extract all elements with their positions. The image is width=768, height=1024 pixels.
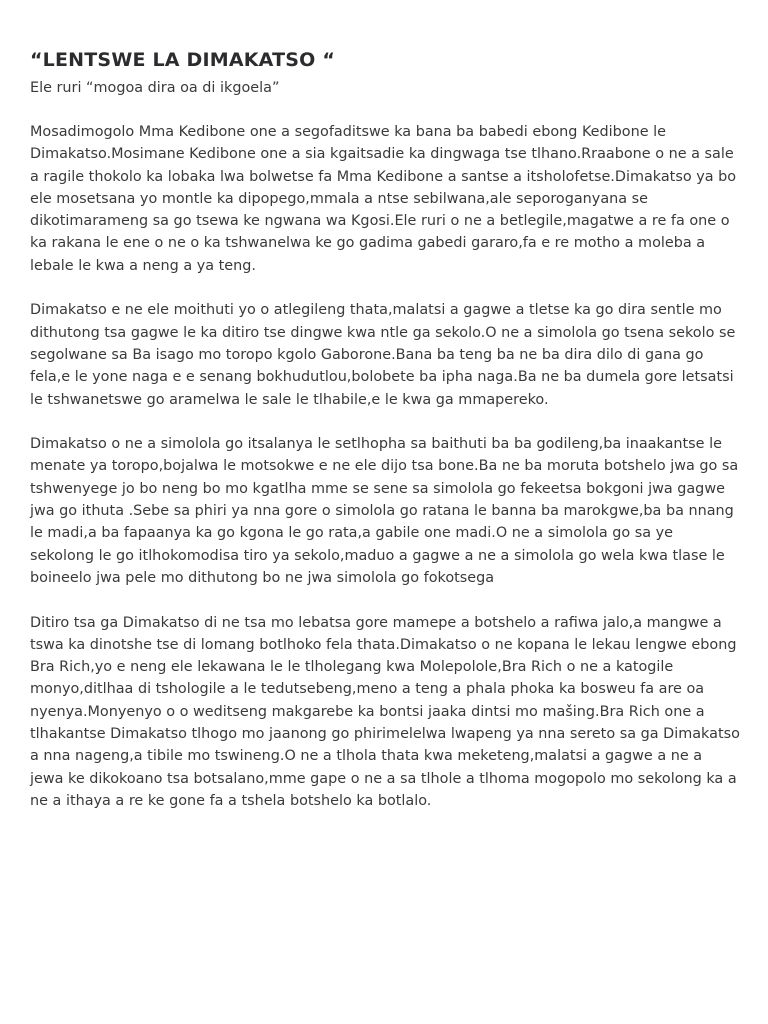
paragraph-2: Dimakatso e ne ele moithuti yo o atlegileng thata,malatsi a gagwe a tletse ka go dira sentle mo dithutong tsa gagwe le ka ditiro tse dingwe kwa ntle ga sekolo.O ne a simolola go tsena sekolo se segolwane sa Ba isago mo toropo kgolo Gaborone.Bana ba teng ba ne ba dira dilo di gana go fela,e le yone naga e e senang bokhudutlou,bolobete ba ipha naga.Ba ne ba dumela gore letsatsi le tshwanetswe go aramelwa le sale le tlhabile,e le kwa ga mmapereko. [30, 302, 736, 408]
paragraph-1: Mosadimogolo Mma Kedibone one a segofaditswe ka bana ba babedi ebong Kedibone le Dimakatso.Mosimane Kedibone one a sia kgaitsadie ka dingwaga tse tlhano.Rraabone o ne a sale a ragile thokolo ka lobaka lwa bolwetse fa Mma Kedibone a santse a itsholofetse.Dimakatso ya bo ele mosetsana yo montle ka dipopego,mmala a ntse sebilwana,ale seporoganyana se dikotimarameng sa go tsewa ke ngwana wa Kgosi.Ele ruri o ne a betlegile,magatwe a re fa one o ka rakana le ene o ne o ka tshwanelwa ke go gadima gabedi gararo,fa e re motho a moleba a lebale le kwa a neng a ya teng. [30, 124, 737, 274]
paragraph-3: Dimakatso o ne a simolola go itsalanya le setlhopha sa baithuti ba ba godileng,ba inaakantse le menate ya toropo,bojalwa le motsokwe e ne ele dijo tsa bone.Ba ne ba moruta botshelo jwa go sa tshwenyege jo bo neng bo mo kgatlha mme se sene sa simolola go fekeetsa bokgoni jwa gagwe jwa go ithuta .Sebe sa phiri ya nna gore o simolola go ratana le banna ba marokgwe,ba ba nnang le madi,a ba fapaanya ka go kgona le go rata,a gabile one madi.O ne a simolola go sa ye sekolong le go itlhokomodisa tiro ya sekolo,maduo a gagwe a ne a simolola go wela kwa tlase le boineelo jwa pele mo dithutong bo ne jwa simolola go fokotsega [30, 436, 739, 586]
story-title: “LENTSWE LA DIMAKATSO “ [30, 49, 336, 71]
document-page [30, 47, 740, 835]
story-subtitle: Ele ruri “mogoa dira oa di ikgoela” [30, 80, 280, 96]
paragraph-4: Ditiro tsa ga Dimakatso di ne tsa mo lebatsa gore mamepe a botshelo a rafiwa jalo,a mangwe a tswa ka dinotshe tse di lomang botlhoko fela thata.Dimakatso o ne kopana le lekau lengwe ebong Bra Rich,yo e neng ele lekawana le le tlholegang kwa Molepolole,Bra Rich o ne a katogile monyo,ditlhaa di tshologile a le tedutsebeng,meno a teng a phala phoka ka bosweu fa are oa nyenya.Monyenyo o o weditseng makgarebe ka bontsi jaaka dintsi mo mašing.Bra Rich one a tlhakantse Dimakatso tlhogo mo jaanong go phirimelelwa lwapeng ya nna sereto sa ga Dimakatso a nna nageng,a tibile mo tswineng.O ne a tlhola thata kwa meketeng,malatsi a gagwe a ne a jewa ke dikokoano tsa botsalano,mme gape o ne a sa tlhole a tlhoma mogopolo mo sekolong ka a ne a ithaya a re ke gone fa a tshela botshelo ka botlalo. [30, 614, 740, 809]
